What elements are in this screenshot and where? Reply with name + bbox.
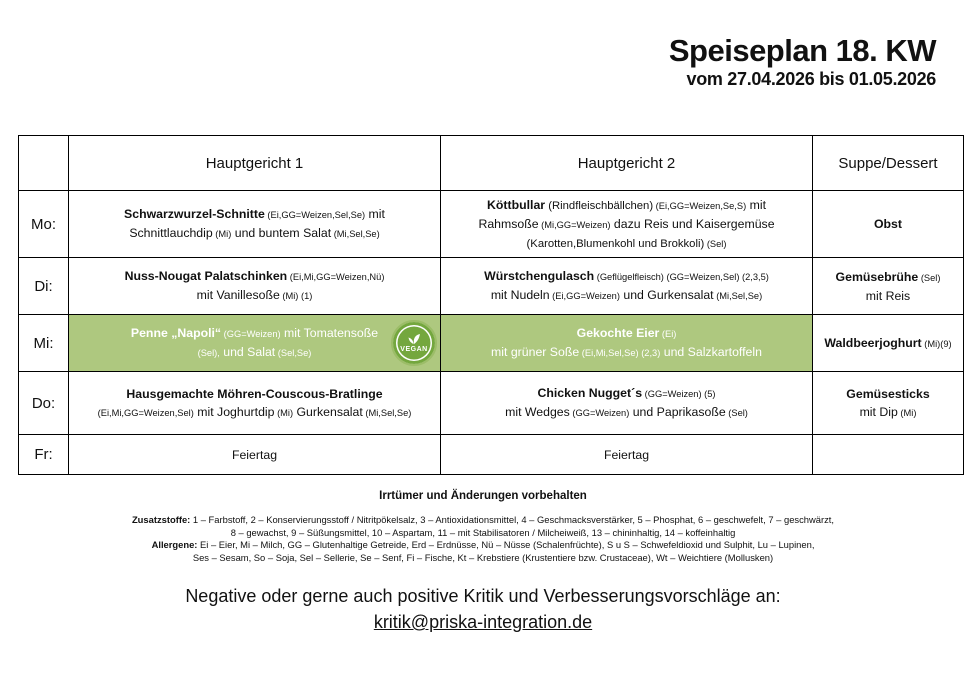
day-label: Do: xyxy=(19,372,69,435)
day-label: Fr: xyxy=(19,435,69,475)
text-segment: und Salzkartoffeln xyxy=(660,345,762,359)
day-label: Mo: xyxy=(19,191,69,258)
text-segment: und Paprikasoße xyxy=(629,405,726,419)
menu-cell-main2 xyxy=(441,315,813,372)
menu-cell-soup xyxy=(813,258,964,315)
text-segment: mit Tomatensoße xyxy=(280,326,379,340)
menu-line xyxy=(75,446,434,464)
text-segment: (GG=Weizen) xyxy=(221,329,281,339)
text-segment: (Mi,Sel,Se) xyxy=(331,229,380,239)
text-segment: Schnittlauchdip xyxy=(129,226,213,240)
text-segment: (Mi)(9) xyxy=(921,338,952,349)
footnote-line xyxy=(0,514,966,527)
menu-line xyxy=(447,343,806,362)
text-segment: (Rindfleischbällchen) xyxy=(545,199,654,212)
text-segment: (Ei) xyxy=(659,329,677,339)
disclaimer-text: Irrtümer und Änderungen vorbehalten xyxy=(379,490,587,502)
menu-cell-main1 xyxy=(69,372,441,435)
menu-line xyxy=(447,384,806,403)
text-segment: Hausgemachte Möhren-Couscous-Bratlinge xyxy=(126,386,383,401)
text-segment: mit xyxy=(365,207,385,221)
text-segment: Feiertag xyxy=(603,447,650,462)
text-segment: und Salat xyxy=(219,345,276,359)
text-segment: und Gurkensalat xyxy=(619,288,714,302)
text-segment: (Mi) xyxy=(212,229,232,239)
text-segment: mit Reis xyxy=(865,288,911,303)
text-segment: Gemüsebrühe xyxy=(835,269,919,284)
menu-cell-main2 xyxy=(441,435,813,475)
text-segment: (Sel), xyxy=(197,348,220,358)
text-segment: Gemüsesticks xyxy=(846,386,930,401)
column-header: Hauptgericht 1 xyxy=(69,136,441,191)
text-segment: mit grüner Soße xyxy=(491,345,580,359)
text-segment: (GG=Weizen) xyxy=(569,408,630,418)
text-segment: mit Dip xyxy=(859,404,898,419)
date-range: vom 27.04.2026 bis 01.05.2026 xyxy=(686,69,936,89)
feedback-block xyxy=(0,584,966,634)
footnote-line xyxy=(0,552,966,565)
text-segment: mit Joghurtdip xyxy=(193,404,275,419)
menu-line xyxy=(75,205,434,224)
menu-line xyxy=(75,385,434,403)
column-header: Hauptgericht 2 xyxy=(441,136,813,191)
menu-line xyxy=(75,343,434,362)
menu-line xyxy=(447,196,806,215)
menu-cell-main1 xyxy=(69,258,441,315)
text-segment: Chicken Nugget´s xyxy=(537,386,643,400)
text-segment: mit Vanillesoße xyxy=(196,288,280,302)
text-segment: Zusatzstoffe: xyxy=(131,514,191,525)
menu-row xyxy=(19,372,964,435)
menu-table xyxy=(18,135,964,475)
text-segment: (Sel) xyxy=(704,238,727,249)
text-segment: (Mi,Sel,Se) xyxy=(362,407,412,418)
text-segment: (Ei,GG=Weizen,Se,S) xyxy=(653,200,747,211)
text-segment: (GG=Weizen) (5) xyxy=(642,389,716,399)
menu-line xyxy=(819,385,957,403)
text-segment: (Mi,GG=Weizen) xyxy=(538,219,611,230)
menu-line xyxy=(447,215,806,234)
day-label: Di: xyxy=(19,258,69,315)
text-segment: Würstchengulasch xyxy=(484,269,595,283)
menu-line xyxy=(75,324,434,343)
text-segment: (Mi) xyxy=(897,407,917,418)
day-label: Mi: xyxy=(19,315,69,372)
text-segment: Feiertag xyxy=(231,447,278,462)
menu-line xyxy=(819,334,957,353)
menu-row xyxy=(19,435,964,475)
text-segment: (Karotten,Blumenkohl und Brokkoli) xyxy=(526,237,705,250)
text-segment: dazu Reis und Kaisergemüse xyxy=(610,216,775,231)
text-segment: (Sel) xyxy=(725,408,748,418)
menu-cell-main1 xyxy=(69,435,441,475)
leaf-icon xyxy=(407,333,421,345)
menu-line xyxy=(75,224,434,243)
menu-cell-main1 xyxy=(69,315,441,372)
menu-cell-soup xyxy=(813,372,964,435)
footnote-line xyxy=(0,539,966,552)
vegan-label: VEGAN xyxy=(400,346,428,353)
text-segment: (Ei,Mi,GG=Weizen,Nü) xyxy=(287,272,385,282)
text-segment: (Ei,Mi,Sel,Se) (2,3) xyxy=(579,348,661,358)
menu-line xyxy=(819,287,957,305)
text-segment: Obst xyxy=(873,217,902,231)
column-header: Suppe/Dessert xyxy=(813,136,964,191)
text-segment: Ses – Sesam, So – Soja, Sel – Sellerie, Se – Senf, Fi – Fische, Kt – Krebstiere (Krustentiere bzw. Crustaceae), Wt – Weichtiere (Mollusken) xyxy=(192,551,774,563)
title-block xyxy=(669,34,936,90)
text-segment: Penne „Napoli“ xyxy=(130,326,222,340)
footnotes-block xyxy=(0,514,966,564)
text-segment: 1 – Farbstoff, 2 – Konservierungsstoff / Nitritpökelsalz, 3 – Antioxidationsmittel, 4 – Geschmacksverstärker, 5 – Phosphat, 6 – geschwefelt, 7 – geschwärzt, xyxy=(190,514,835,525)
menu-row xyxy=(19,191,964,258)
menu-line xyxy=(447,267,806,286)
footnote-line xyxy=(0,527,966,540)
menu-line xyxy=(819,403,957,422)
menu-table-body xyxy=(19,191,964,475)
menu-cell-main2 xyxy=(441,258,813,315)
menu-line xyxy=(75,267,434,286)
menu-line xyxy=(819,215,957,233)
menu-cell-soup xyxy=(813,191,964,258)
menu-table-head xyxy=(19,136,964,191)
text-segment: (Ei,GG=Weizen) xyxy=(549,291,620,301)
menu-line xyxy=(75,286,434,305)
menu-line xyxy=(447,446,806,464)
text-segment: (Sel,Se) xyxy=(275,348,312,358)
text-segment: Gekochte Eier xyxy=(576,326,660,340)
text-segment: Ei – Eier, Mi – Milch, GG – Glutenhaltige Getreide, Erd – Erdnüsse, Nü – Nüsse (Schalenfrüchte), S u S – Schwefeldioxid und Sulphit, Lu – Lupinen, xyxy=(197,539,815,551)
page-title: Speiseplan 18. KW xyxy=(668,33,936,68)
text-segment: Nuss-Nougat Palatschinken xyxy=(124,269,288,283)
text-segment: mit Nudeln xyxy=(490,288,550,302)
menu-row xyxy=(19,258,964,315)
menu-line xyxy=(447,324,806,343)
text-segment: (Ei,Mi,GG=Weizen,Sel) xyxy=(97,407,194,418)
column-header xyxy=(19,136,69,191)
menu-line xyxy=(819,268,957,287)
menu-line xyxy=(447,286,806,305)
menu-line xyxy=(447,403,806,422)
text-segment: Gurkensalat xyxy=(293,404,363,419)
menu-line xyxy=(447,234,806,253)
menu-cell-soup xyxy=(813,435,964,475)
menu-cell-main2 xyxy=(441,191,813,258)
feedback-text: Negative oder gerne auch positive Kritik und Verbesserungsvorschläge an: xyxy=(185,586,781,606)
menu-line xyxy=(75,403,434,422)
text-segment: (Mi) xyxy=(274,407,294,418)
feedback-email-link[interactable]: kritik@priska-integration.de xyxy=(373,612,593,632)
menu-cell-main1 xyxy=(69,191,441,258)
text-segment: mit xyxy=(746,197,766,212)
text-segment: (Ei,GG=Weizen,Sel,Se) xyxy=(264,210,366,220)
text-segment: (Mi) (1) xyxy=(279,291,313,301)
vegan-badge xyxy=(391,320,437,366)
menu-cell-soup xyxy=(813,315,964,372)
text-segment: Schwarzwurzel-Schnitte xyxy=(124,207,265,221)
text-segment: Waldbeerjoghurt xyxy=(824,335,922,350)
text-segment: (Geflügelfleisch) (GG=Weizen,Sel) (2,3,5) xyxy=(594,272,769,282)
menu-cell-main2 xyxy=(441,372,813,435)
text-segment: Rahmsoße xyxy=(478,216,539,231)
text-segment: (Mi,Sel,Se) xyxy=(713,291,763,301)
text-segment: mit Wedges xyxy=(505,405,570,419)
menu-row xyxy=(19,315,964,372)
text-segment: Allergene: xyxy=(151,539,198,551)
text-segment: 8 – gewachst, 9 – Süßungsmittel, 10 – Aspartam, 11 – mit Stabilisatoren / Milcheiweiß, 13 – chininhaltig, 14 – koffeinhaltig xyxy=(230,526,736,538)
text-segment: (Sel) xyxy=(918,272,941,283)
text-segment: Köttbullar xyxy=(487,197,546,212)
text-segment: und buntem Salat xyxy=(231,226,332,240)
